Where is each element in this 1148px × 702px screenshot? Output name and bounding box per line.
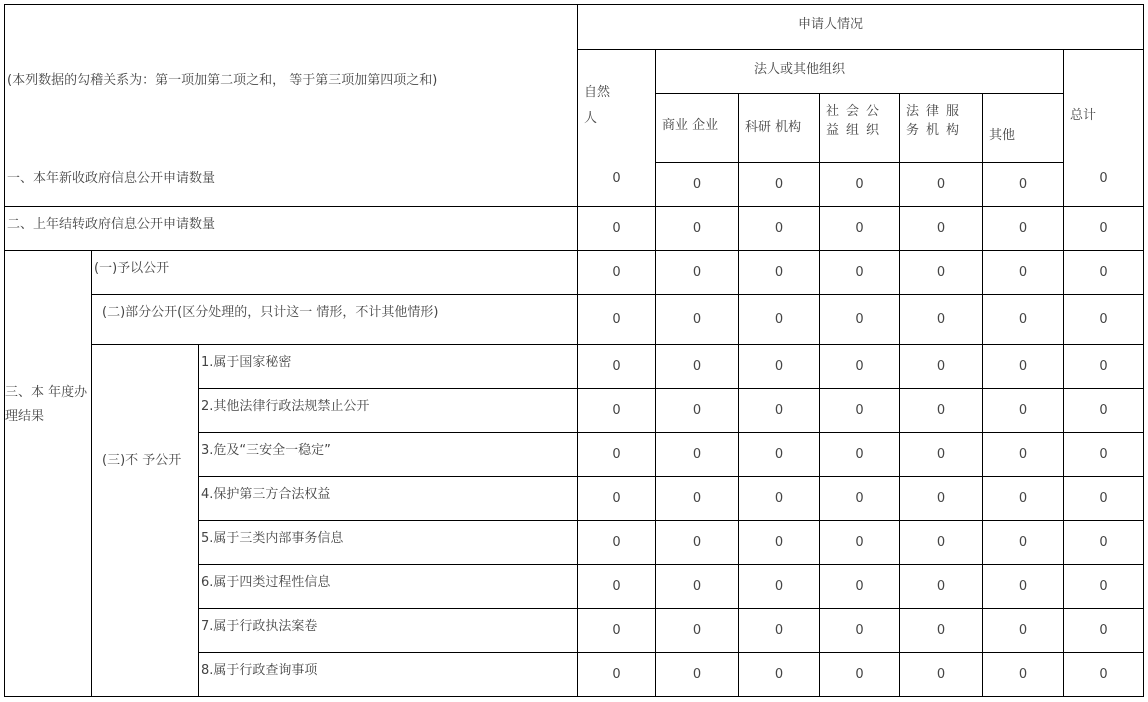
row-label: 二、上年结转政府信息公开申请数量 [5, 207, 578, 251]
cell-value: 0 [578, 433, 656, 477]
cell-value: 0 [656, 565, 739, 609]
cell-value: 0 [739, 389, 820, 433]
natural-person-header: 自然人 [584, 85, 611, 126]
cell-value: 0 [739, 207, 820, 251]
not-public-label: (三)不 予公开 [92, 345, 199, 697]
cell-value: 0 [820, 345, 900, 389]
cell-value: 0 [656, 653, 739, 697]
cell-value: 0 [820, 433, 900, 477]
row-label: 1.属于国家秘密 [199, 345, 578, 389]
cell-value: 0 [820, 521, 900, 565]
cell-value: 0 [1064, 477, 1144, 521]
cell-value: 0 [820, 653, 900, 697]
cell-value: 0 [578, 477, 656, 521]
row-label: 2.其他法律行政法规禁止公开 [199, 389, 578, 433]
cell-value: 0 [656, 521, 739, 565]
cell-value: 0 [739, 477, 820, 521]
row-label: 一、本年新收政府信息公开申请数量 [7, 171, 216, 186]
cell-value: 0 [1064, 295, 1144, 345]
cell-value: 0 [900, 565, 983, 609]
cell-value: 0 [983, 163, 1064, 207]
cell-value: 0 [1064, 389, 1144, 433]
row-label: 5.属于三类内部事务信息 [199, 521, 578, 565]
row-label: 3.危及“三安全一稳定” [199, 433, 578, 477]
cell-value: 0 [900, 433, 983, 477]
cell-value: 0 [1064, 653, 1144, 697]
table-row [5, 295, 1144, 345]
cell-value: 0 [983, 345, 1064, 389]
cell-value: 0 [578, 345, 656, 389]
cell-value: 0 [739, 653, 820, 697]
cell-value: 0 [739, 609, 820, 653]
cell-value: 0 [739, 521, 820, 565]
cell-value: 0 [983, 653, 1064, 697]
cell-value: 0 [900, 207, 983, 251]
cell-value: 0 [1064, 565, 1144, 609]
cell-value: 0 [656, 251, 739, 295]
cell-value: 0 [1064, 251, 1144, 295]
row-label: 6.属于四类过程性信息 [199, 565, 578, 609]
cell-value: 0 [983, 609, 1064, 653]
cell-value: 0 [820, 163, 900, 207]
org-subheader: 法律服务机构 [900, 94, 983, 163]
cell-value: 0 [900, 477, 983, 521]
cell-value: 0 [983, 477, 1064, 521]
cell-value: 0 [1099, 171, 1108, 186]
cell-value: 0 [900, 295, 983, 345]
org-subheader: 社会公益组织 [820, 94, 900, 163]
statistics-table [4, 4, 1144, 697]
org-header: 法人或其他组织 [656, 50, 1064, 94]
cell-value: 0 [983, 389, 1064, 433]
cell-value: 0 [900, 389, 983, 433]
row-label: 7.属于行政执法案卷 [199, 609, 578, 653]
cell-value: 0 [1064, 433, 1144, 477]
org-subheader: 科研 机构 [739, 94, 820, 163]
cell-value: 0 [1064, 521, 1144, 565]
cell-value: 0 [739, 295, 820, 345]
cell-value: 0 [1064, 207, 1144, 251]
header-label-cell [5, 5, 578, 207]
cell-value: 0 [578, 251, 656, 295]
cell-value: 0 [983, 433, 1064, 477]
row-label: 4.保护第三方合法权益 [199, 477, 578, 521]
cell-value: 0 [820, 295, 900, 345]
cell-value: 0 [578, 609, 656, 653]
cell-value: 0 [983, 207, 1064, 251]
cell-value: 0 [900, 653, 983, 697]
cell-value: 0 [820, 207, 900, 251]
cell-value: 0 [820, 477, 900, 521]
cell-value: 0 [983, 295, 1064, 345]
org-subheader: 其他 [983, 94, 1064, 163]
cell-value: 0 [1064, 609, 1144, 653]
cell-value: 0 [820, 565, 900, 609]
cell-value: 0 [656, 477, 739, 521]
cell-value: 0 [900, 521, 983, 565]
org-subheader: 商业 企业 [656, 94, 739, 163]
row-label: 8.属于行政查询事项 [199, 653, 578, 697]
row-label: (一)予以公开 [92, 251, 578, 295]
cell-value: 0 [900, 251, 983, 295]
cell-value: 0 [656, 163, 739, 207]
cell-value: 0 [739, 163, 820, 207]
cell-value: 0 [578, 653, 656, 697]
cell-value: 0 [656, 345, 739, 389]
cell-value: 0 [983, 565, 1064, 609]
section-label [5, 251, 92, 697]
cell-value: 0 [820, 389, 900, 433]
cell-value: 0 [983, 251, 1064, 295]
table-row [5, 207, 1144, 251]
cell-value: 0 [578, 295, 656, 345]
cell-value: 0 [656, 609, 739, 653]
table-row [5, 345, 1144, 389]
note-text: (本列数据的勾稽关系为：第一项加第二项之和， 等于第三项加第四项之和) [7, 73, 438, 88]
cell-value: 0 [656, 207, 739, 251]
cell-value: 0 [578, 389, 656, 433]
cell-value: 0 [900, 609, 983, 653]
table-row [5, 251, 1144, 295]
cell-value: 0 [578, 521, 656, 565]
total-col [1064, 50, 1144, 207]
row-label: (二)部分公开(区分处理的，只计这一 情形，不计其他情形) [92, 295, 578, 345]
cell-value: 0 [739, 251, 820, 295]
cell-value: 0 [820, 251, 900, 295]
cell-value: 0 [900, 163, 983, 207]
natural-person-col [578, 50, 656, 207]
section-label-text: 三、本 年度办理结果 [5, 385, 88, 424]
cell-value: 0 [578, 565, 656, 609]
cell-value: 0 [739, 433, 820, 477]
cell-value: 0 [900, 345, 983, 389]
cell-value: 0 [578, 207, 656, 251]
cell-value: 0 [739, 345, 820, 389]
cell-value: 0 [656, 389, 739, 433]
cell-value: 0 [656, 295, 739, 345]
cell-value: 0 [656, 433, 739, 477]
cell-value: 0 [739, 565, 820, 609]
applicant-header: 申请人情况 [578, 5, 1144, 50]
total-header: 总计 [1070, 108, 1097, 123]
cell-value: 0 [820, 609, 900, 653]
cell-value: 0 [1064, 345, 1144, 389]
cell-value: 0 [983, 521, 1064, 565]
cell-value: 0 [612, 171, 621, 186]
